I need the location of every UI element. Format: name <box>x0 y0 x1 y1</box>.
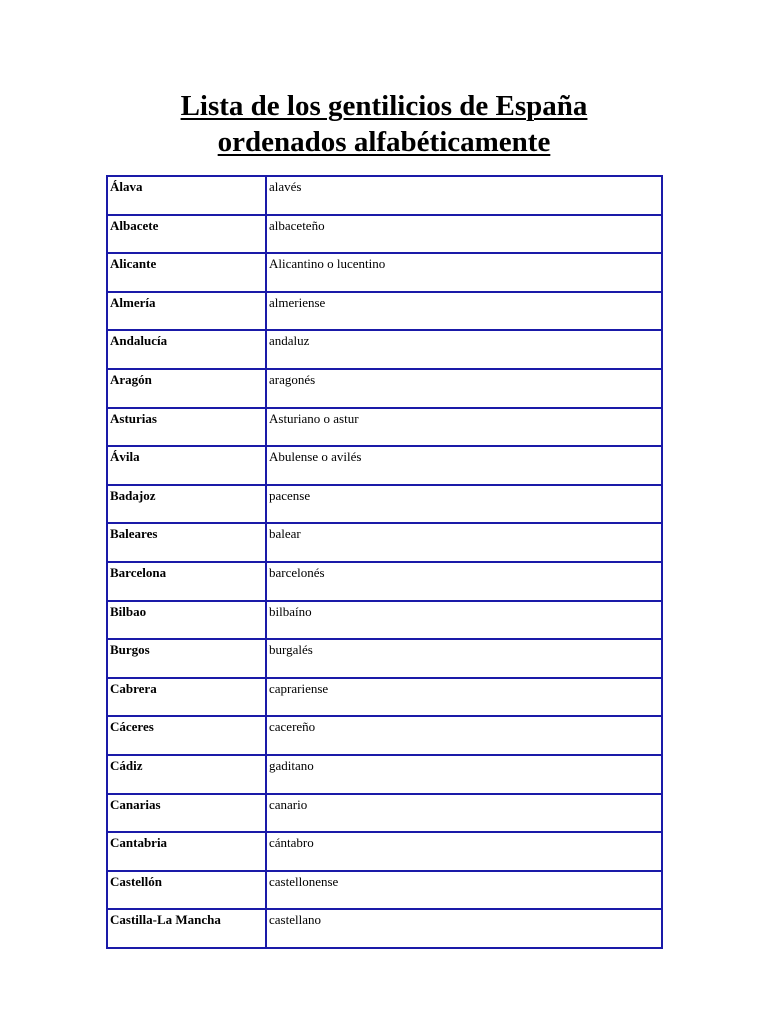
table-row <box>107 678 662 717</box>
page-title-line-1: Lista de los gentilicios de España <box>180 90 588 122</box>
gentilicios-table <box>106 175 663 949</box>
demonym-cell: andaluz <box>266 330 662 369</box>
demonym-cell: cacereño <box>266 716 662 755</box>
demonym-cell: Asturiano o astur <box>266 408 662 447</box>
demonym-cell: barcelonés <box>266 562 662 601</box>
table-row <box>107 330 662 369</box>
table-row <box>107 176 662 215</box>
page-title <box>0 88 768 160</box>
table-row <box>107 562 662 601</box>
demonym-cell: caprariense <box>266 678 662 717</box>
place-name-cell: Bilbao <box>107 601 266 640</box>
table-row <box>107 755 662 794</box>
demonym-cell: almeriense <box>266 292 662 331</box>
place-name-cell: Aragón <box>107 369 266 408</box>
table-row <box>107 408 662 447</box>
place-name-cell: Asturias <box>107 408 266 447</box>
place-name-cell: Alicante <box>107 253 266 292</box>
demonym-cell: bilbaíno <box>266 601 662 640</box>
demonym-cell: burgalés <box>266 639 662 678</box>
demonym-cell: alavés <box>266 176 662 215</box>
demonym-cell: gaditano <box>266 755 662 794</box>
demonym-cell: balear <box>266 523 662 562</box>
place-name-cell: Cantabria <box>107 832 266 871</box>
place-name-cell: Barcelona <box>107 562 266 601</box>
place-name-cell: Badajoz <box>107 485 266 524</box>
table-row <box>107 909 662 948</box>
table-row <box>107 446 662 485</box>
place-name-cell: Álava <box>107 176 266 215</box>
table-row <box>107 292 662 331</box>
demonym-cell: castellonense <box>266 871 662 910</box>
place-name-cell: Andalucía <box>107 330 266 369</box>
demonym-cell: aragonés <box>266 369 662 408</box>
table-row <box>107 601 662 640</box>
table-row <box>107 369 662 408</box>
place-name-cell: Castilla-La Mancha <box>107 909 266 948</box>
demonym-cell: canario <box>266 794 662 833</box>
table-row <box>107 871 662 910</box>
table-row <box>107 639 662 678</box>
table-row <box>107 253 662 292</box>
demonym-cell: Alicantino o lucentino <box>266 253 662 292</box>
place-name-cell: Ávila <box>107 446 266 485</box>
page-title-line-2: ordenados alfabéticamente <box>217 126 551 158</box>
place-name-cell: Castellón <box>107 871 266 910</box>
place-name-cell: Almería <box>107 292 266 331</box>
place-name-cell: Cabrera <box>107 678 266 717</box>
gentilicios-table-body <box>107 176 662 948</box>
table-row <box>107 794 662 833</box>
demonym-cell: castellano <box>266 909 662 948</box>
demonym-cell: pacense <box>266 485 662 524</box>
gentilicios-table-container <box>106 175 663 949</box>
place-name-cell: Cáceres <box>107 716 266 755</box>
table-row <box>107 215 662 254</box>
table-row <box>107 716 662 755</box>
demonym-cell: Abulense o avilés <box>266 446 662 485</box>
place-name-cell: Cádiz <box>107 755 266 794</box>
demonym-cell: albaceteño <box>266 215 662 254</box>
place-name-cell: Albacete <box>107 215 266 254</box>
table-row <box>107 832 662 871</box>
table-row <box>107 523 662 562</box>
demonym-cell: cántabro <box>266 832 662 871</box>
table-row <box>107 485 662 524</box>
place-name-cell: Canarias <box>107 794 266 833</box>
place-name-cell: Burgos <box>107 639 266 678</box>
place-name-cell: Baleares <box>107 523 266 562</box>
